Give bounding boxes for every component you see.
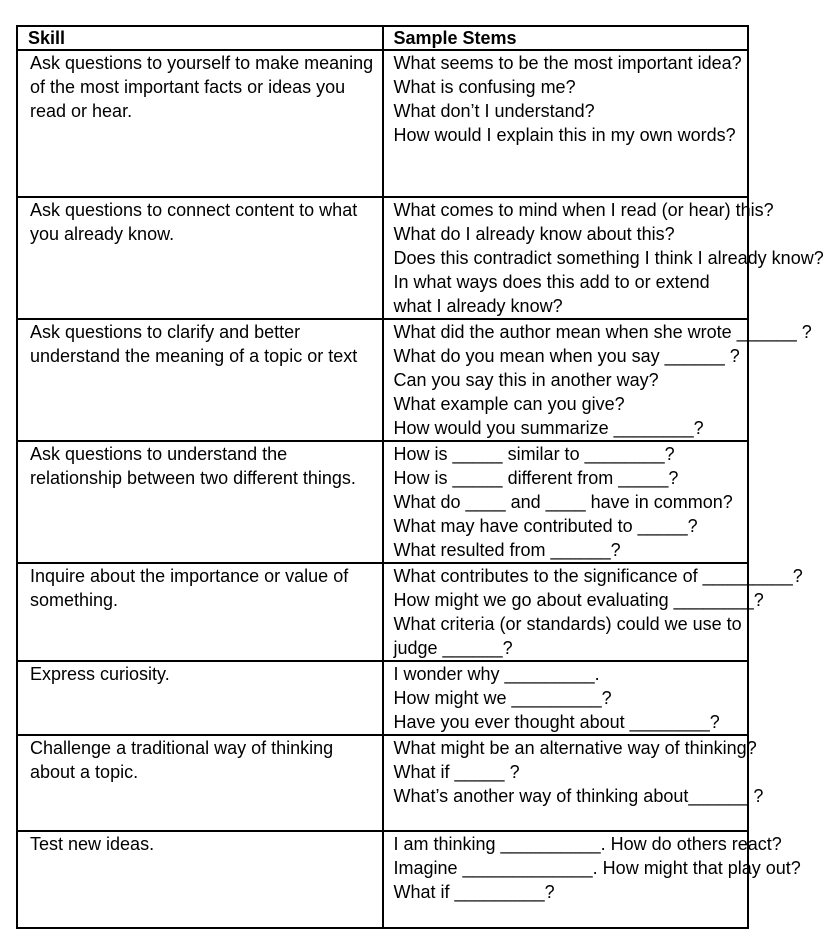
sample-stem: What comes to mind when I read (or hear) this? (393, 200, 774, 220)
table-row (17, 831, 748, 928)
stems-cell (383, 563, 803, 661)
stems-cell (383, 50, 749, 197)
header-row (17, 26, 748, 50)
stems-cell (383, 735, 764, 831)
skill-cell: Test new ideas. (17, 831, 383, 928)
stems-header: Sample Stems (383, 26, 749, 50)
sample-stem: What do you mean when you say ______ ? (393, 346, 740, 366)
stems-cell (383, 197, 824, 319)
table-row (17, 563, 748, 661)
skill-cell: Inquire about the importance or value of something. (17, 563, 383, 661)
skills-table (16, 25, 824, 929)
sample-stem: What if _________? (393, 882, 555, 902)
sample-stem: How is _____ different from _____? (393, 468, 679, 488)
sample-stem: Imagine _____________. How might that play out? (393, 858, 801, 878)
skill-cell: Ask questions to yourself to make meaning of the most important facts or ideas you read or hear. (17, 50, 383, 197)
stems-cell (383, 831, 801, 928)
sample-stem: Can you say this in another way? (393, 370, 659, 390)
skill-cell: Express curiosity. (17, 661, 383, 735)
sample-stem: Have you ever thought about ________? (393, 712, 720, 732)
skill-cell: Ask questions to connect content to what you already know. (17, 197, 383, 319)
sample-stem: How would I explain this in my own words? (393, 125, 736, 145)
sample-stem: How might we go about evaluating ________? (393, 590, 764, 610)
sample-stem: What resulted from ______? (393, 540, 621, 560)
sample-stem: What contributes to the significance of _________? (393, 566, 803, 586)
sample-stem: What did the author mean when she wrote ______ ? (393, 322, 812, 342)
stems-cell (383, 319, 812, 441)
sample-stem: What if _____ ? (393, 762, 520, 782)
table-row (17, 50, 748, 197)
table-row (17, 661, 748, 735)
skill-header: Skill (17, 26, 383, 50)
table-row (17, 197, 748, 319)
sample-stem: What might be an alternative way of thinking? (393, 738, 757, 758)
stems-cell (383, 661, 749, 735)
sample-stem: What do ____ and ____ have in common? (393, 492, 733, 512)
skill-cell: Challenge a traditional way of thinking about a topic. (17, 735, 383, 831)
stems-cell (383, 441, 749, 563)
skill-cell: Ask questions to understand the relationship between two different things. (17, 441, 383, 563)
sample-stem: In what ways does this add to or extend what I already know? (393, 272, 710, 316)
sample-stem: How would you summarize ________? (393, 418, 704, 438)
sample-stem: What do I already know about this? (393, 224, 675, 244)
sample-stem: What seems to be the most important idea? (393, 53, 742, 73)
sample-stem: I am thinking __________. How do others react? (393, 834, 782, 854)
skill-cell: Ask questions to clarify and better understand the meaning of a topic or text (17, 319, 383, 441)
sample-stem: What’s another way of thinking about______ ? (393, 786, 764, 806)
table-row (17, 319, 748, 441)
sample-stem: How is _____ similar to ________? (393, 444, 675, 464)
sample-stem: What don’t I understand? (393, 101, 595, 121)
sample-stem: How might we _________? (393, 688, 612, 708)
sample-stem: What criteria (or standards) could we use to judge ______? (393, 614, 742, 658)
table-row (17, 441, 748, 563)
sample-stem: What is confusing me? (393, 77, 576, 97)
sample-stem: What may have contributed to _____? (393, 516, 698, 536)
table-row (17, 735, 748, 831)
sample-stem: What example can you give? (393, 394, 625, 414)
sample-stem: I wonder why _________. (393, 664, 600, 684)
sample-stem: Does this contradict something I think I already know? (393, 248, 824, 268)
